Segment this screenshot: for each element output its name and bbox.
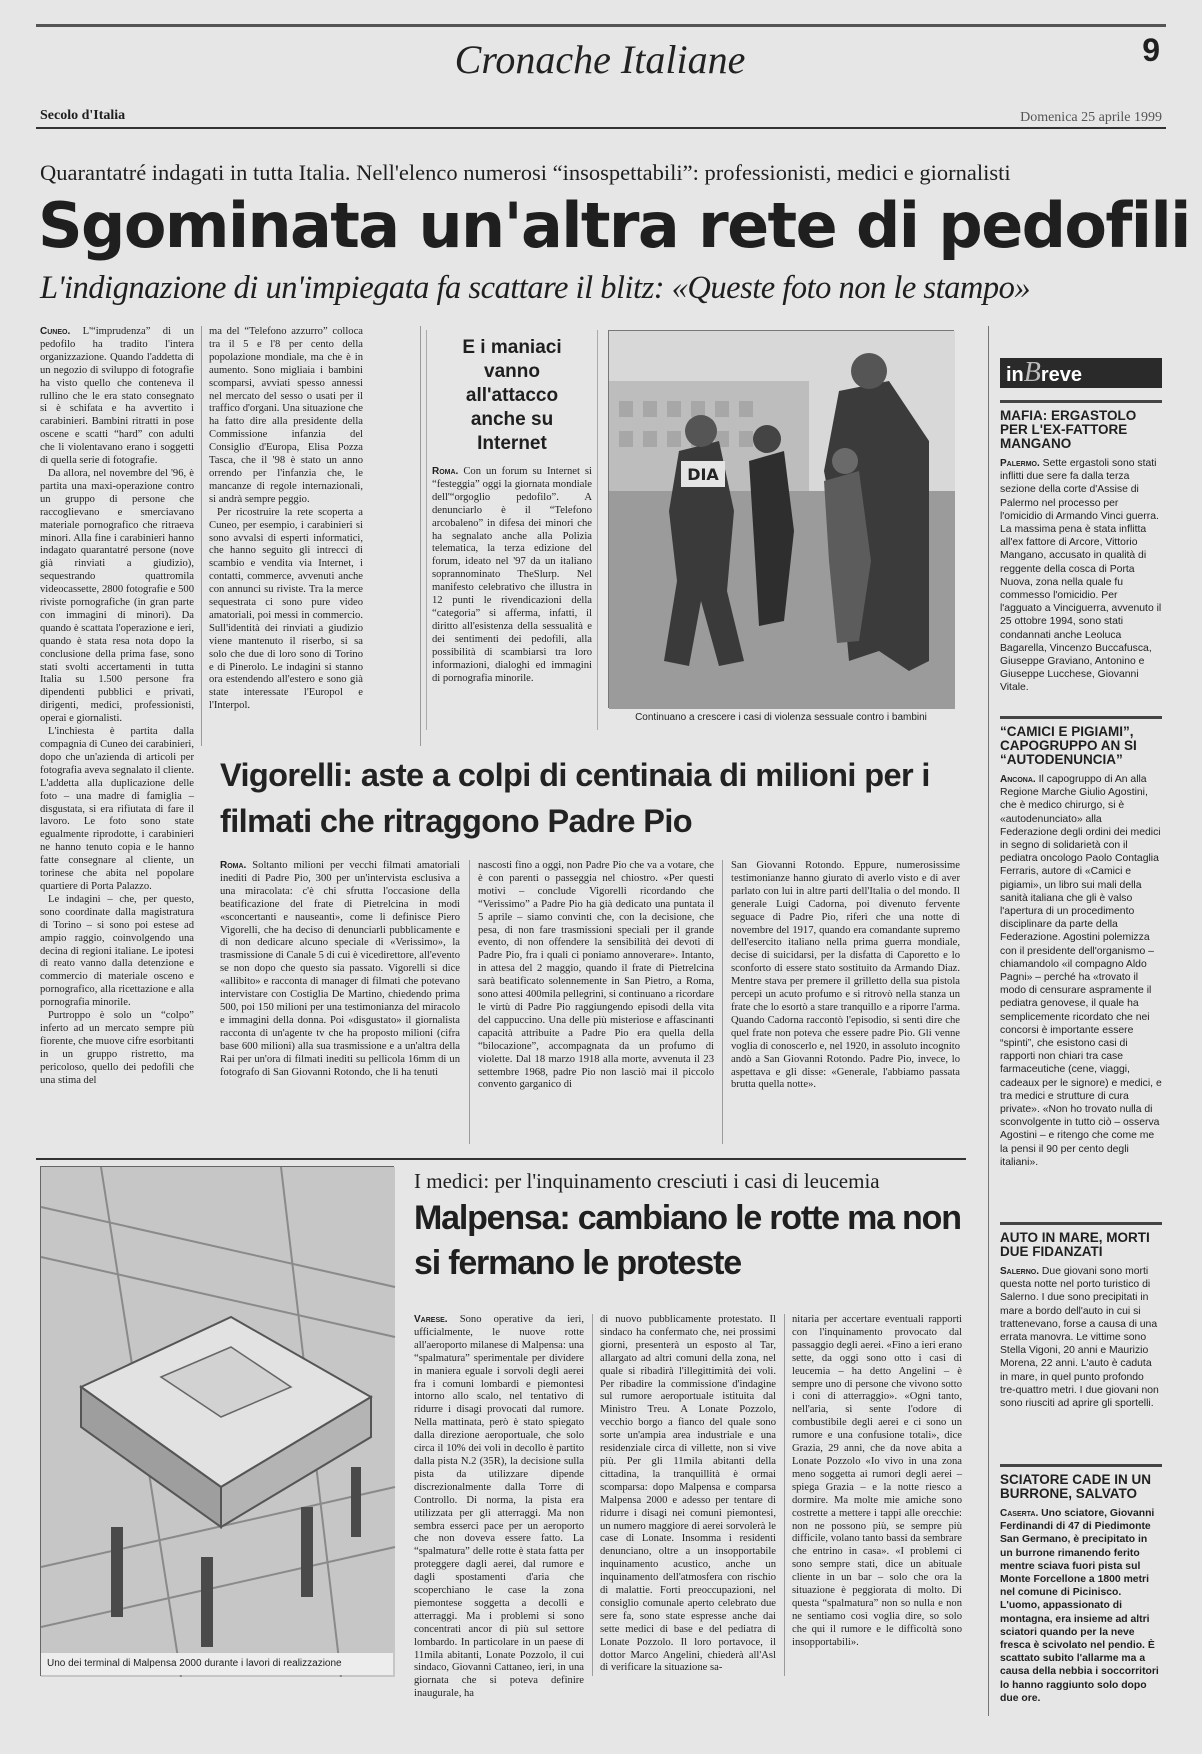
jacket-label: DIA (687, 465, 719, 484)
page-number: 9 (1142, 32, 1160, 68)
lead-paragraph: Cuneo. L'“imprudenza” di un pedofilo ha tradito l'intera organizzazione. Quando l'addetta di un negozio di sviluppo di fotografie ha visto quello che conteneva il rullino che le era stato consegnato si è schifata e ha avvertito i carabinieri. Bambini ritratti in pose oscene e scatti “hard” con adulti che li violentavano erano i soggetti di quella serie di fotografie. (40, 326, 195, 467)
lead-column-2 (209, 326, 363, 746)
in-breve-b: B (1023, 357, 1041, 388)
internet-sidebar-text: Roma. Con un forum su Internet si “festeggia” oggi la giornata mondiale dell'“orgoglio pedofilo”. A denunciarlo è il “Telefono arcobaleno” in difesa dei minori che ha segnalato anche alla Polizia telematica, la terza edizione del forum, ideato nel '97 da un italiano soprannominato TheSlurp. Nel manifesto celebrativo che illustra in 12 punti le rivendicazioni della “categoria” si afferma, infatti, il diritto all'esistenza della sessualità e dei sentimenti dei pedofili, alla possibilità di scambiarsi tra loro informazioni, dialoghi ed immagini di pornografia minorile. (432, 466, 592, 684)
internet-sidebar-title: E i maniaci vanno all'attacco anche su Internet (462, 337, 562, 454)
in-breve-banner (1000, 358, 1162, 388)
photo-top-caption: Continuano a crescere i casi di violenza sessuale contro i bambini (635, 712, 927, 723)
brief-item-3: AUTO IN MARE, MORTI DUE FIDANZATI Salerno. Due giovani sono morti questa notte nel porto turistico di Salerno. I due sono precipitati in mare a bordo dell'auto in cui si trattenevano, forse a causa di una errata manovra. Le vittime sono Stella Vigoni, 20 anni e Maurizio Morena, 22 anni. L'auto è caduta in mare, in quel punto profondo tre-quattro metri. I due giovani non sono riusciti ad aprire gli sportelli. (1000, 1222, 1162, 1458)
vigorelli-headline: Vigorelli: aste a colpi di centinaia di milioni per i filmati che ritraggono Padre Pio (220, 757, 930, 839)
malpensa-headline: Malpensa: cambiano le rotte ma non si fermano le proteste (414, 1199, 961, 1282)
section-title (380, 30, 820, 110)
brief-item-4: SCIATORE CADE IN UN BURRONE, SALVATO Caserta. Uno sciatore, Giovanni Ferdinandi di 47 di Piedimonte San Germano, è precipitato in un burrone rimanendo ferito mentre sciava fuori pista sul Monte Forcellone a 1800 metri nel comune di Picinisco. L'uomo, appassionato di montagna, era insieme ad altri sciatori quando per la neve fresca è scivolato nel pendio. È scattato subito l'allarme ma a causa della nebbia i soccorritori lo hanno raggiunto solo dopo due ore. (1000, 1464, 1162, 1720)
terminal-construction-illustration (41, 1167, 395, 1677)
police-arrest-photo (608, 330, 954, 708)
in-breve-in: in (1006, 364, 1024, 386)
malpensa-terminal-photo (40, 1166, 394, 1676)
malpensa-column-2: di nuovo pubblicamente protestato. Il sindaco ha confermato che, nei prossimi giorni, presenterà un esposto al Tar, allargato ad altri comuni della zona, nel quale si ribadirà l'illegittimità dei voli. Per ribadire la commissione d'indagine sul rumore aeroportuale istituita dal Ministro Treu. A Lonate Pozzolo, vecchio borgo a fianco del quale sono sorte un'ampia area industriale e una residenziale circa di villette, non si vive più. Per gli 11mila abitanti della cittadina, la tranquillità è ormai scomparsa: dopo Malpensa e comparsa Malpensa 2000 e adesso per tentare di ridurre i disagi nei comuni piemontesi, un numero maggiore di aerei sorvolerà le case di Lonate. Insomma i residenti denunciano, oltre a un insopportabile inquinamento acustico, anche un inquinamento dell'atmosfera con rischio di malattie. Forti preoccupazioni, nel consiglio comunale aperto celebrato due sere fa, sono state espresse anche dai sette medici di base e del pediatra di Lonate Pozzolo. Il loro portavoce, il dottor Marco Angelini, chiederà all'Asl di verificare la situazione sa- (600, 1314, 776, 1674)
malpensa-photo-caption: Uno dei terminal di Malpensa 2000 durante i lavori di realizzazione (41, 1653, 393, 1675)
lead-subhead: L'indignazione di un'impiegata fa scattare il blitz: «Queste foto non le stampo» (40, 270, 1031, 306)
section-title-text: Cronache Italiane (454, 37, 746, 82)
in-breve-reve: reve (1040, 364, 1083, 386)
brief-item-1: MAFIA: ERGASTOLO PER L'EX-FATTORE MANGANO Palermo. Sette ergastoli sono stati inflitti due sere fa dalla terza sezione della corte d'Assise di Palermo nel processo per l'omicidio di Armando Vinci guerra. La massima pena è stata inflitta all'ex fattore di Arcore, Vittorio Mangano, accusato in qualità di reggente della cosca di Porta Nuova, zona nella quale fu commesso l'omicidio. Per l'agguato a Vinciguerra, avvenuto il 25 ottobre 1994, sono stati condannati anche Leoluca Bagarella, Vincenzo Buccafusca, Giuseppe Graviano, Antonino e Giuseppe Lucchese, Giovanni Vitale. (1000, 400, 1162, 708)
police-arrest-illustration (609, 331, 955, 709)
lead-paragraph: Da allora, nel novembre del '96, è partita una maxi-operazione contro un gruppo di persone che raccoglievano e smerciavano materiale pornografico che ritraeva minori. Alla fine i carabinieri hanno indagato quarantatré persone (nove già rinviati a giudizio), sequestrando quattromila videocassette, 2800 fotografie e 500 riviste pornografiche (in gran parte con immagini di minori). Da quando è scattata l'operazione e ieri, quando è stata resa nota dopo la conclusione della prima fase, sono stati svolti accertamenti in tutta Italia su 1.500 persone fra dipendenti pubblici e privati, dirigenti, medici, professionisti, operai e giornalisti. (40, 467, 194, 725)
lead-paragraph: L'inchiesta è partita dalla compagnia di Cuneo dei carabinieri, dopo che un'azienda di articoli per fotografia aveva segnalato il cliente. L'addetta alla duplicazione delle foto – una madre di famiglia – disgustata, si era rifiutata di fare il lavoro. Le foto sono state egualmente riprodotte, i carabinieri ne hanno tenuto copia e le hanno fatte consegnare al cliente, un torinese che abita nel popolare quartiere di Porta Palazzo. (40, 726, 194, 892)
vigorelli-column-1: Roma. Soltanto milioni per vecchi filmati amatoriali inediti di Padre Pio, 300 per un'intervista esclusiva a una miracolata: c'è chi sfrutta l'occasione della beatificazione del frate di Pietrelcina in modi «sconcertanti e nauseanti», come li definisce Piero Vigorelli, che ha deciso di denunciarli pubblicamente e di non dedicare alcuno speciale di «Verissimo», la trasmissione di Canale 5 di cui è vicedirettore, all'evento se non dopo che questo sia passato. Vigorelli si dice «allibito» e racconta di manager di filmati che potevano intervistare con Costiglia De Martino, chiedendo prima 500, poi 150 milioni per una testimonianza del miracolo e immagini della donna. Poi «disgustato» il giornalista racconta di un'agente tv che ha proposto milioni (cifra base 600 milioni) alla sua trasmissione e a un'altra della Rai per un'ora di filmati inediti su pellicola 16mm di un fotografo di San Giovanni Rotondo, che li ha tenuti (220, 860, 460, 1078)
brief-item-2: “CAMICI E PIGIAMI”, CAPOGRUPPO AN SI “AUTODENUNCIA” Ancona. Il capogruppo di An alla Regione Marche Giulio Agostini, che è medico chirurgo, si è «autodenunciato» alla Federazione degli ordini dei medici in segno di solidarietà con il pediatra oncologo Paolo Contaglia Ferraris, autore di «Camici e pigiami», un libro sui mali della sanità italiana che gli è valso l'apertura di un procedimento disciplinare da parte della Federazione. Agostini polemizza con il presidente dell'organismo – chiamandolo «il compagno Aldo Pagni» – perché ha «trovato il modo di censurare aspramente il pediatra genovese, il quale ha semplicemente ricordato che nei concorsi è importante essere “spinti”, che esistono casi di rapporti non chiari tra case farmaceutiche (cene, viaggi, cadeaux per le signore) e medici, e tra medici e strutture di cura private». «Non ho trovato nulla di sconvolgente in tutto ciò – osserva Agostini – e ritengo che come me la pensi il 90 per cento degli italiani». (1000, 716, 1162, 1216)
paper-name: Secolo d'Italia (40, 108, 126, 123)
lead-paragraph: ma del “Telefono azzurro” colloca tra il 5 e l'8 per cento della popolazione mondiale, ma che è in aumento. Sono migliaia i bambini scomparsi, avviati spesso annessi nel mercato del sesso o usati per il traffico d'organi. Una situazione che ha fatto dire alla presidente della Commissione infanzia del Consiglio d'Europa, Elisa Pozza Tasca, che il '98 è stato un anno orrendo per l'infanzia che, le mancanze di regole internazionali, si andrà sempre peggio. (209, 326, 363, 505)
lead-kicker: Quarantatré indagati in tutta Italia. Nell'elenco numerosi “insospettabili”: professionisti, medici e giornalisti (40, 160, 1011, 185)
issue-date: Domenica 25 aprile 1999 (1020, 110, 1162, 125)
vigorelli-column-3: San Giovanni Rotondo. Eppure, numerosissime testimonianze hanno giurato di averlo visto e di aver parlato con lui in altre parti dell'Italia o del mondo. Il generale Luigi Cadorna, poi divenuto fervente seguace di Padre Pio, riferì che una notte di novembre del 1917, quando era comandante supremo dell'esercito italiano nella prima guerra mondiale, decise di suicidarsi, per la disfatta di Caporetto e lo sconforto di essere stato sostituito da Armando Diaz. Mentre stava per premere il grilletto della sua pistola percepì un acuto profumo e si ritrovò nella stanza un frate che lo esortò a stare tranquillo e a riporre l'arma. Quando Cadorna raccontò l'episodio, si sentì dire che quel frate non poteva che essere padre Pio. Gli venne voglia di conoscerlo e, nel 1920, in assoluto incognito andò a San Giovanni Rotondo. Padre Pio, invece, lo aspettava e gli disse: «Generale, l'abbiamo passata brutta quella notte». (731, 860, 960, 1091)
vigorelli-column-2: nascosti fino a oggi, non Padre Pio che va a votare, che è con parenti o passeggia nel chiostro. «Per questi motivi – conclude Vigorelli ricordando che “Verissimo” a Padre Pio ha già dedicato una puntata il 5 aprile – siamo convinti che, con la decisione, che pesa, di non fare trasmissioni speciali per il grande evento, di non offendere la sensibilità dei devoti di Padre Pio, fra i quali ci poniamo annoverare». Intanto, in attesa del 2 maggio, quando il frate di Pietrelcina sarà beatificato solennemente in San Pietro, a Roma, sono attesi 400mila pellegrini, si continuano a ricordare le virtù di Padre Pio raggiungendo episodi della vita del cappuccino. Una delle più misteriose e affascinanti capacità attribuite a Padre Pio era quella della “bilocazione”, accompagnata da un profumo di violette. Dal 18 marzo 1918 alla morte, avvenuta il 23 settembre 1968, padre Pio non lasciò mai il piccolo convento garganico di (478, 860, 714, 1091)
lead-headline: Sgominata un'altra rete di pedofili (38, 189, 1190, 262)
lead-column-1 (40, 326, 195, 1086)
malpensa-column-1: Varese. Sono operative da ieri, ufficialmente, le nuove rotte all'aeroporto milanese di Malpensa: una “spalmatura” sperimentale per dividere in maniera eguale i sorvoli degli aerei fra i comuni lombardi e piemontesi intorno allo scalo, nel tentativo di ridurre i disagi provocati dal rumore. Nella mattinata, però è stato spiegato dalla direzione aeroportuale, che solo circa il 10% dei voli in decollo è partito dalla pista N.2 (35R), la decisione sulla pista da utilizzare dipende discrezionalmente dalla Torre di Controllo. Di norma, la pista era utilizzata per gli atterraggi. Ma non sembra esserci pace per un aeroporto che non doveva essere fatto. La “spalmatura” delle rotte è stata fatta per proteggere dagli aerei, dal rumore e dagli spostamenti d'aria che scoperchiano le case la zona piemontese soggetta a decolli e atterraggi. Ma i problemi si sono concentrati ancor di più sul settore lombardo. In particolare in un paese di 11mila abitanti, Lonate Pozzolo, il cui sindaco, Giovanni Cattaneo, ieri, in una giornata che si poteva definire inaugurale, ha (414, 1314, 585, 1700)
lead-paragraph: Le indagini – che, per questo, sono coordinate dalla magistratura di Torino – si sono poi estese ad ampio raggio, coinvolgendo una decina di regioni italiane. Le ipotesi di reato vanno dalla detenzione e commercio di materiale osceno e pornografico, alla ricettazione e alla pornografia minorile. (40, 893, 194, 1009)
lead-paragraph: Purtroppo è solo un “colpo” inferto ad un mercato sempre più fiorente, che muove cifre esorbitanti in un gruppo ristretto, ma pericoloso, quello dei pedofili che una stima del (40, 1010, 194, 1086)
malpensa-kicker: I medici: per l'inquinamento cresciuti i casi di leucemia (414, 1169, 880, 1193)
lead-paragraph: Per ricostruire la rete scoperta a Cuneo, per esempio, i carabinieri si sono avvalsi di esperti informatici, che hanno seguito gli intrecci di scambio e vendita via Internet, i contatti, commerce, avvenuti anche con annunci su riviste. Tra la merce sequestrata ci sono pure video amatoriali, poi messi in commercio. Sull'identità dei rinviati a giudizio viene mantenuto il riserbo, si sa solo che due di loro sono di Torino e di Pinerolo. Le indagini si stanno ora estendendo all'estero e sono già state interessate l'Europol e l'Interpol. (209, 506, 363, 712)
internet-sidebar (426, 330, 598, 730)
malpensa-column-3: nitaria per accertare eventuali rapporti con l'inquinamento provocato dal passaggio degli aerei. «Fino a ieri erano sette, da oggi sono otto i casi di leucemia – ha detto Angelini – è sempre uno di persone che vivono sotto i coni di atterraggio». «Ogni tanto, nell'aria, si sente l'odore di combustibile degli aerei e ci sono un rumore e una confusione totali», dice Grazia, 29 anni, che da nove abita a Lonate Pozzolo «Io vivo in una zona meno soggetta ai rumori degli aerei – spiega Grazia – e la notte riesco a dormire. Ma molte mie amiche sono costrette a mettere i tappi alle orecchie: non ne possono più, se sempre più difficile, volano tanto bassi da sembrare che entrino in casa». «I problemi ci sono sempre stati, dice un abituale cliente in un bar – solo che ora la situazione è peggiorata di molto. Di questa “spalmatura” non so nulla e non ne sentiamo così voglia dire, so solo che qui il rumore e le difficoltà sono insopportabili». (792, 1314, 962, 1648)
